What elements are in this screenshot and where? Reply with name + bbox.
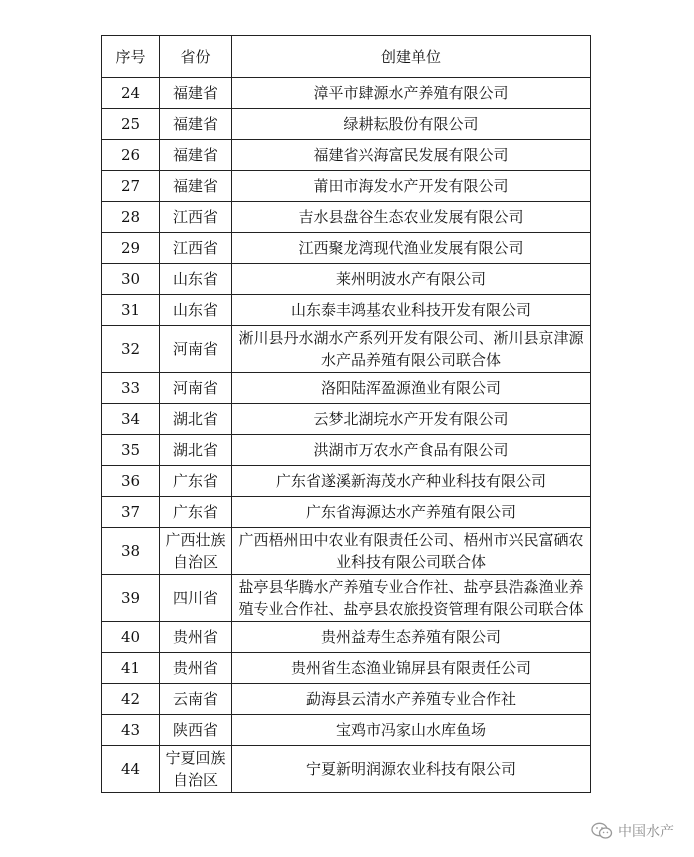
row-number: 35 [120,441,141,459]
table-row [102,264,591,295]
row-number: 29 [120,239,141,257]
row-unit: 吉水县盘谷生态农业发展有限公司 [298,208,524,226]
row-number: 26 [120,146,141,164]
row-number: 44 [120,760,141,778]
table-row [102,746,591,793]
row-number: 39 [120,589,141,607]
row-province: 江西省 [172,239,218,257]
watermark-text: 中国水产 [618,824,674,840]
table-row [102,78,591,109]
row-province: 河南省 [172,340,218,358]
row-number: 30 [120,270,141,288]
row-number: 24 [120,84,141,102]
table-row [102,171,591,202]
row-unit: 漳平市肆源水产养殖有限公司 [313,84,509,102]
row-province: 山东省 [172,301,218,319]
row-unit: 宝鸡市冯家山水库鱼场 [335,721,486,739]
units-table [101,35,591,793]
row-province: 广西壮族自治区 [165,531,226,571]
row-unit: 广东省遂溪新海茂水产种业科技有限公司 [275,472,546,490]
row-unit: 莆田市海发水产开发有限公司 [313,177,509,195]
row-unit: 盐亭县华腾水产养殖专业合作社、盐亭县浩淼渔业养殖专业合作社、盐亭县农旅投资管理有限公司联合体 [238,578,584,618]
row-number: 31 [120,301,141,319]
row-province: 湖北省 [172,410,218,428]
row-unit: 广西梧州田中农业有限责任公司、梧州市兴民富硒农业科技有限公司联合体 [238,531,584,571]
watermark [591,821,674,841]
table-row [102,326,591,373]
row-number: 28 [120,208,141,226]
table-row [102,715,591,746]
row-province: 福建省 [172,146,218,164]
row-province: 云南省 [172,690,218,708]
row-number: 25 [120,115,141,133]
row-unit: 贵州益寿生态养殖有限公司 [320,628,501,646]
row-number: 37 [120,503,141,521]
row-unit: 山东泰丰鸿基农业科技开发有限公司 [290,301,531,319]
table-header-row [102,36,591,78]
row-province: 江西省 [172,208,218,226]
row-province: 宁夏回族自治区 [165,749,226,789]
row-province: 广东省 [172,472,218,490]
row-number: 27 [120,177,141,195]
header-no: 序号 [102,36,160,78]
row-province: 贵州省 [172,659,218,677]
row-province: 福建省 [172,84,218,102]
row-province: 河南省 [172,379,218,397]
row-number: 41 [120,659,141,677]
table-row [102,528,591,575]
row-province: 湖北省 [172,441,218,459]
row-unit: 绿耕耘股份有限公司 [343,115,479,133]
row-number: 43 [120,721,141,739]
row-number: 42 [120,690,141,708]
table-row [102,140,591,171]
row-province: 福建省 [172,115,218,133]
row-unit: 洛阳陆浑盈源渔业有限公司 [320,379,501,397]
table-row [102,575,591,622]
row-unit: 勐海县云清水产养殖专业合作社 [305,690,516,708]
row-number: 33 [120,379,141,397]
row-province: 福建省 [172,177,218,195]
row-province: 山东省 [172,270,218,288]
table-row [102,373,591,404]
table-row [102,466,591,497]
row-unit: 莱州明波水产有限公司 [335,270,486,288]
table-row [102,295,591,326]
row-number: 32 [120,340,141,358]
row-unit: 福建省兴海富民发展有限公司 [313,146,509,164]
header-unit: 创建单位 [232,36,591,78]
row-number: 40 [120,628,141,646]
table-row [102,435,591,466]
row-province: 广东省 [172,503,218,521]
table-row [102,653,591,684]
table-row [102,684,591,715]
row-province: 陕西省 [172,721,218,739]
row-unit: 广东省海源达水产养殖有限公司 [305,503,516,521]
row-unit: 淅川县丹水湖水产系列开发有限公司、淅川县京津源水产品养殖有限公司联合体 [238,329,584,369]
row-number: 34 [120,410,141,428]
row-unit: 宁夏新明润源农业科技有限公司 [305,760,516,778]
table-body [102,78,591,793]
row-province: 贵州省 [172,628,218,646]
table-row [102,404,591,435]
row-province: 四川省 [172,589,218,607]
table-row [102,497,591,528]
row-unit: 江西聚龙湾现代渔业发展有限公司 [298,239,524,257]
row-number: 38 [120,542,141,560]
header-province: 省份 [160,36,232,78]
table-row [102,202,591,233]
row-unit: 洪湖市万农水产食品有限公司 [313,441,509,459]
wechat-icon [591,822,613,840]
table-row [102,622,591,653]
row-number: 36 [120,472,141,490]
table-row [102,233,591,264]
table-row [102,109,591,140]
row-unit: 贵州省生态渔业锦屏县有限责任公司 [290,659,531,677]
row-unit: 云梦北湖垸水产开发有限公司 [313,410,509,428]
